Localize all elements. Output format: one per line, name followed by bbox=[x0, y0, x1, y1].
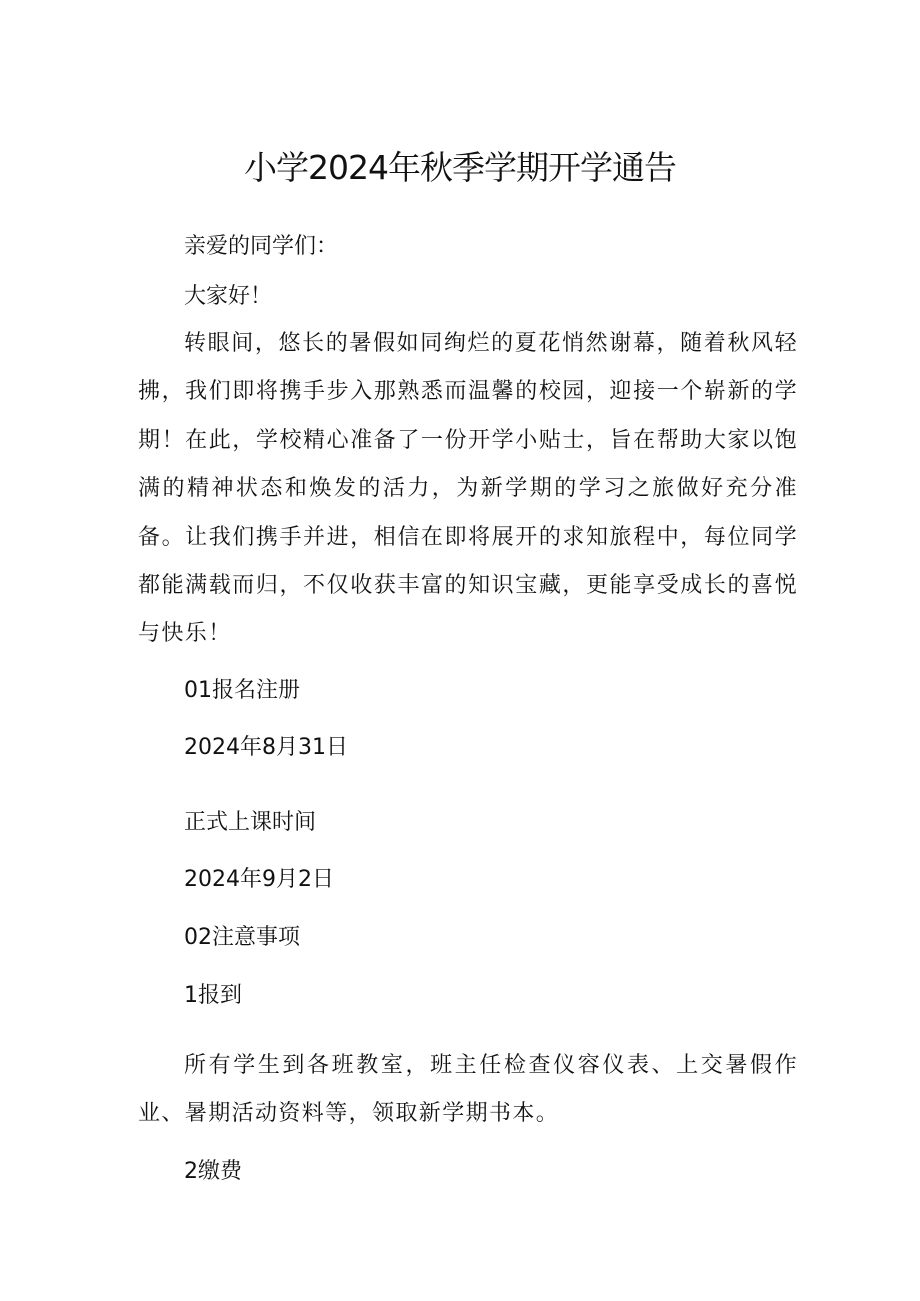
registration-date: 2024年8月31日 bbox=[184, 735, 348, 760]
class-start-date: 2024年9月2日 bbox=[184, 867, 334, 892]
greeting: 亲爱的同学们： bbox=[184, 234, 339, 259]
item-heading-payment: 2缴费 bbox=[184, 1159, 242, 1184]
intro-paragraph: 转眼间，悠长的暑假如同绚烂的夏花悄然谢幕，随着秋风轻拂，我们即将携手步入那熟悉而温馨的校园，迎接一个崭新的学期！在此，学校精心准备了一份开学小贴士，旨在帮助大家以饱满的精神状态和焕发的活力，为新学期的学习之旅做好充分准备。让我们携手并进，相信在即将展开的求知旅程中，每位同学都能满载而归，不仅收获丰富的知识宝藏，更能享受成长的喜悦与快乐！ bbox=[138, 331, 798, 647]
section-heading-notes: 02注意事项 bbox=[184, 925, 300, 950]
class-start-heading: 正式上课时间 bbox=[184, 810, 317, 835]
item-heading-check-in: 1报到 bbox=[184, 983, 242, 1008]
document-title: 小学2024年秋季学期开学通告 bbox=[244, 148, 676, 187]
check-in-paragraph: 所有学生到各班教室，班主任检查仪容仪表、上交暑假作业、暑期活动资料等，领取新学期书本。 bbox=[138, 1053, 798, 1127]
hello-line: 大家好！ bbox=[184, 284, 273, 309]
section-heading-registration: 01报名注册 bbox=[184, 678, 300, 703]
